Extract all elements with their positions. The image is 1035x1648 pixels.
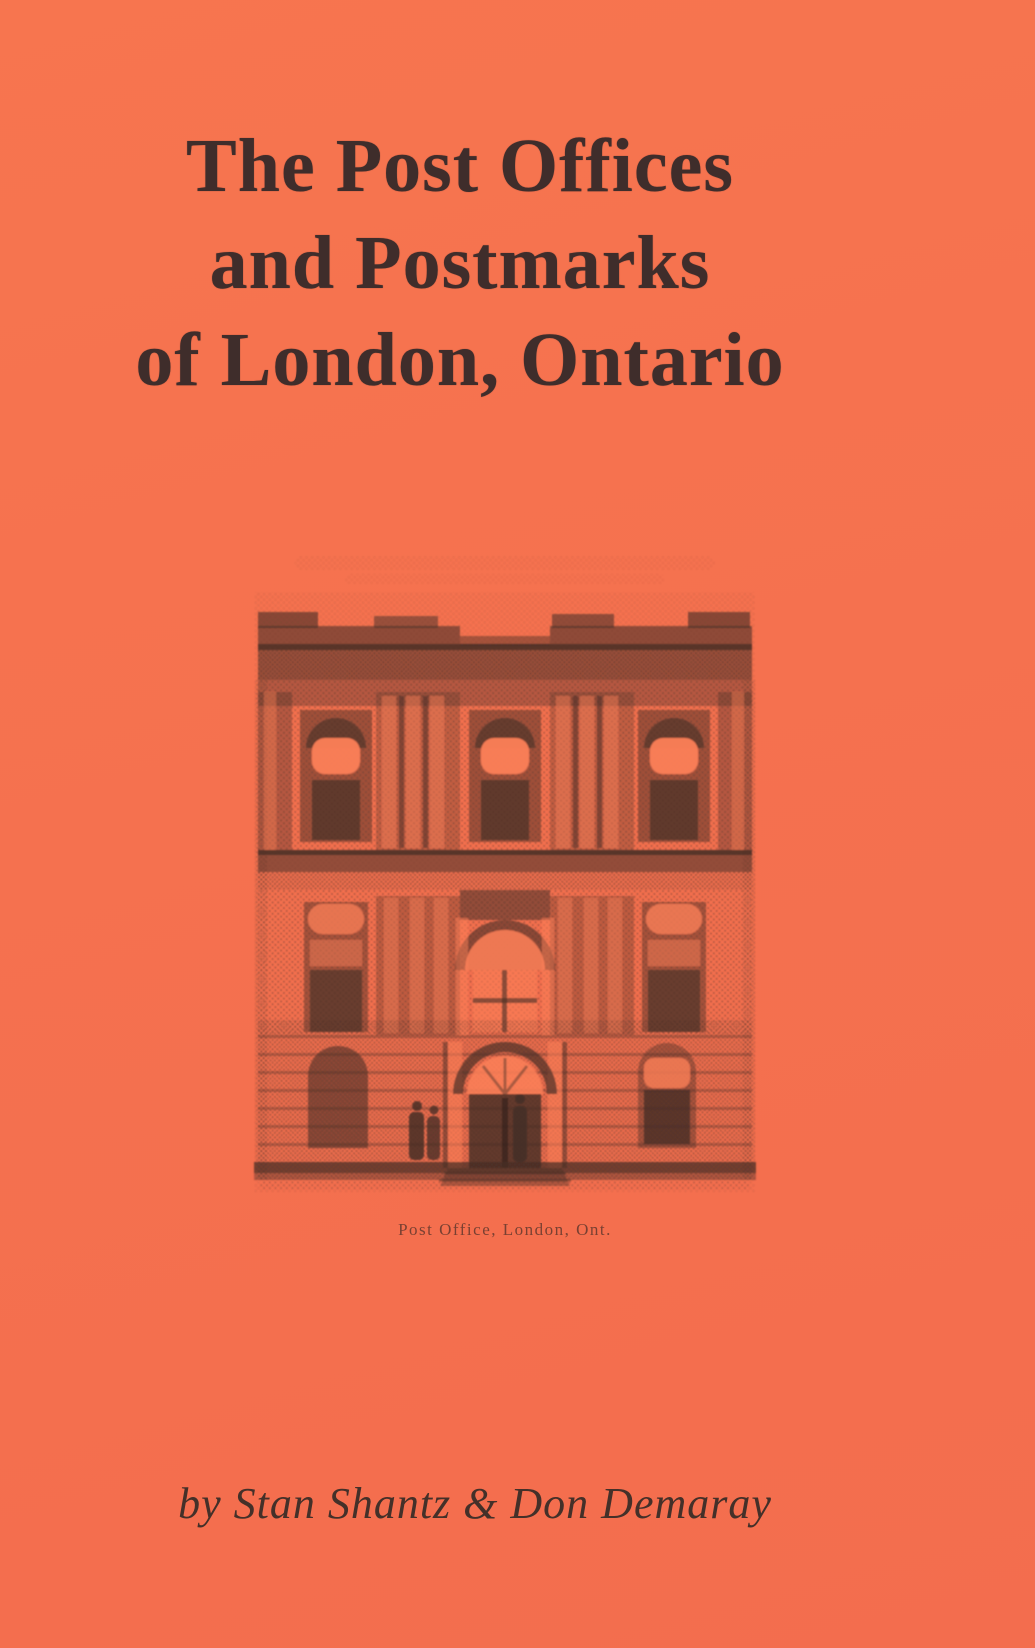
entrance-portal xyxy=(443,1042,567,1168)
title-line-2: and Postmarks xyxy=(209,221,711,305)
ground-right-niche xyxy=(638,1043,696,1148)
title-line-3: of London, Ontario xyxy=(135,318,785,402)
upper-floor xyxy=(258,680,752,850)
upper-window-center xyxy=(469,710,541,842)
photo-ghost-band xyxy=(295,556,715,584)
upper-column-cluster-left xyxy=(376,692,460,850)
title-line-1: The Post Offices xyxy=(186,124,734,208)
main-cornice xyxy=(258,644,752,680)
middle-entablature xyxy=(258,850,752,890)
ground-floor xyxy=(258,1020,752,1186)
photo-caption: Post Office, London, Ont. xyxy=(398,1220,612,1239)
post-office-building-illustration xyxy=(250,550,760,1210)
book-title xyxy=(0,118,920,409)
street-band xyxy=(254,1162,756,1189)
byline: by Stan Shantz & Don Demaray xyxy=(178,1479,772,1528)
second-floor-right-window xyxy=(642,902,706,1032)
ground-left-niche xyxy=(308,1046,368,1148)
upper-column-cluster-right xyxy=(550,692,634,850)
second-floor-left-window xyxy=(304,902,368,1032)
upper-window-left xyxy=(300,710,372,842)
post-office-photo xyxy=(250,550,760,1240)
second-floor xyxy=(258,890,752,1035)
upper-window-right xyxy=(638,710,710,842)
